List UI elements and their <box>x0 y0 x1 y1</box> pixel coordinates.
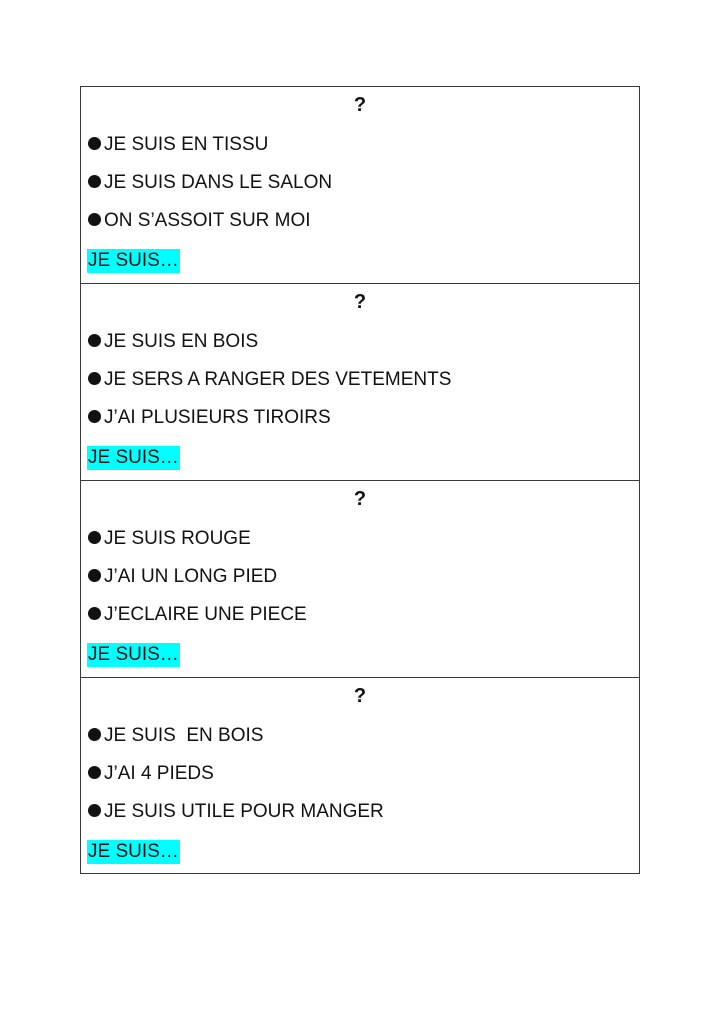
clue-text: J’AI UN LONG PIED <box>104 566 278 587</box>
clue-text: J’ECLAIRE UNE PIECE <box>104 604 307 625</box>
clue-item <box>88 209 311 233</box>
clue-text: JE SUIS EN BOIS <box>104 331 259 352</box>
bullet-dot-icon <box>88 410 101 423</box>
riddle-table <box>80 86 640 874</box>
bullet-dot-icon <box>88 607 101 620</box>
card-title: ? <box>353 94 367 116</box>
card-title: ? <box>353 291 367 313</box>
clue-text: J’AI PLUSIEURS TIROIRS <box>104 407 331 428</box>
clue-text: JE SUIS ROUGE <box>104 528 251 549</box>
answer-prompt: JE SUIS… <box>88 447 179 468</box>
answer-prompt: JE SUIS… <box>88 841 179 862</box>
riddle-card-2 <box>81 284 639 481</box>
bullet-dot-icon <box>88 766 101 779</box>
card-title: ? <box>353 685 367 707</box>
answer-prompt: JE SUIS… <box>88 644 179 665</box>
bullet-dot-icon <box>88 137 101 150</box>
clue-text: JE SUIS EN BOIS <box>104 725 264 746</box>
clue-text: JE SUIS EN TISSU <box>104 134 269 155</box>
clue-text: JE SERS A RANGER DES VETEMENTS <box>104 369 452 390</box>
clue-text: JE SUIS DANS LE SALON <box>104 172 333 193</box>
clue-item <box>88 527 251 551</box>
clue-item <box>88 565 277 589</box>
clue-item <box>88 724 263 748</box>
clue-item <box>88 800 384 824</box>
clue-item <box>88 762 214 786</box>
riddle-card-3 <box>81 481 639 678</box>
clue-text: J’AI 4 PIEDS <box>104 763 214 784</box>
clue-text: JE SUIS UTILE POUR MANGER <box>104 801 384 822</box>
bullet-dot-icon <box>88 213 101 226</box>
clue-item <box>88 133 268 157</box>
clue-item <box>88 330 258 354</box>
riddle-card-1 <box>81 87 639 284</box>
clue-item <box>88 603 307 627</box>
bullet-dot-icon <box>88 175 101 188</box>
clue-item <box>88 406 331 430</box>
clue-text: ON S’ASSOIT SUR MOI <box>104 210 311 231</box>
clue-item <box>88 171 332 195</box>
riddle-card-4 <box>81 678 639 873</box>
bullet-dot-icon <box>88 569 101 582</box>
clue-item <box>88 368 451 392</box>
bullet-dot-icon <box>88 804 101 817</box>
bullet-dot-icon <box>88 531 101 544</box>
bullet-dot-icon <box>88 728 101 741</box>
answer-prompt: JE SUIS… <box>88 250 179 271</box>
bullet-dot-icon <box>88 334 101 347</box>
bullet-dot-icon <box>88 372 101 385</box>
card-title: ? <box>353 488 367 510</box>
